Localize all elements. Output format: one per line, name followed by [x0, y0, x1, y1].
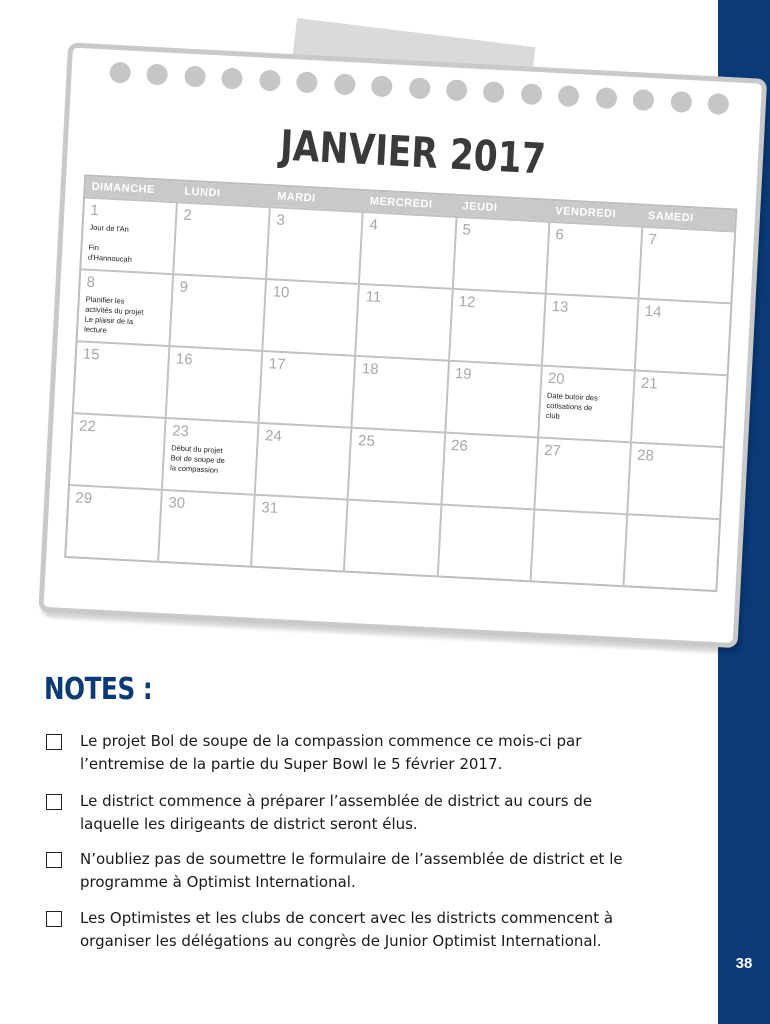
- binding-hole: [296, 71, 318, 93]
- day-event-note: [361, 381, 443, 385]
- day-event-note: [555, 247, 637, 251]
- day-event-note: Date butoir des cotisations de club: [545, 390, 599, 421]
- calendar-day-cell: [531, 508, 628, 585]
- day-number: 26: [450, 436, 469, 455]
- binding-hole: [371, 75, 393, 97]
- day-number: 5: [462, 221, 472, 239]
- day-event-note: [551, 319, 633, 323]
- calendar-page: [37, 42, 757, 677]
- calendar-day-cell: [446, 360, 543, 437]
- day-event-note: [648, 252, 730, 256]
- day-number: 15: [82, 345, 100, 364]
- weekday-label: MARDI: [276, 190, 316, 205]
- day-event-note: [462, 242, 544, 246]
- day-event-note: [183, 228, 265, 232]
- binding-hole: [670, 91, 692, 113]
- day-event-note: [268, 376, 350, 380]
- day-number: 30: [167, 494, 186, 513]
- day-event-note: [357, 453, 439, 457]
- weekday-label: MERCREDI: [369, 195, 433, 211]
- calendar-day-cell: [167, 345, 264, 422]
- calendar-day-cell: [163, 417, 260, 494]
- calendar-day-cell: [539, 365, 636, 442]
- day-event-note: [458, 314, 540, 318]
- calendar-day-cell: [632, 370, 727, 447]
- day-event-note: Jour de l'An Fin d'Hannoucah: [87, 222, 133, 265]
- calendar-day-cell: [442, 432, 539, 509]
- day-number: 14: [644, 302, 662, 321]
- calendar-title: JANVIER 2017: [278, 120, 547, 184]
- day-event-note: [644, 324, 726, 328]
- calendar-day-cell: [256, 422, 353, 499]
- note-text: Le projet Bol de soupe de la compassion commence ce mois-ci par l’entremise de la partie du Super Bowl le 5 février 2017.: [80, 732, 582, 773]
- calendar-day-cell: [438, 504, 535, 581]
- calendar-day-cell: [74, 340, 171, 417]
- weekday-label: DIMANCHE: [91, 180, 156, 197]
- day-event-note: [540, 535, 622, 539]
- day-number: 8: [86, 273, 96, 292]
- day-number: 31: [260, 499, 279, 517]
- calendar-day-cell: [264, 278, 361, 355]
- binding-hole: [109, 62, 131, 84]
- calendar-day-cell: [357, 283, 454, 360]
- day-event-note: [633, 540, 715, 544]
- weekday-label: LUNDI: [184, 185, 221, 200]
- day-number: 22: [78, 417, 97, 436]
- calendar-day-cell: [636, 298, 731, 375]
- page-number: 38: [735, 955, 753, 972]
- day-event-note: [637, 468, 719, 472]
- weekday-label: JEUDI: [462, 200, 498, 215]
- binding-hole: [446, 79, 468, 101]
- binding-hole: [147, 64, 169, 86]
- day-number: 19: [454, 365, 473, 383]
- day-number: 17: [268, 355, 287, 374]
- weekday-label: VENDREDI: [554, 205, 617, 221]
- note-text: Le district commence à préparer l’assemblée de district au cours de laquelle les dirigeants de district seront élus.: [80, 792, 593, 833]
- calendar-day-cell: [70, 412, 167, 489]
- checkbox[interactable]: [46, 734, 62, 750]
- calendar-day-cell: [353, 355, 450, 432]
- calendar-day-cell: [171, 273, 268, 350]
- calendar-day-cell: [260, 350, 357, 427]
- checkbox[interactable]: [46, 852, 62, 868]
- calendar-weeks: [66, 196, 734, 590]
- calendar-day-cell: [174, 201, 271, 278]
- day-number: 25: [357, 432, 376, 450]
- binding-hole: [633, 89, 655, 111]
- binding-hole: [558, 85, 580, 107]
- day-event-note: [179, 300, 261, 304]
- calendar-day-cell: [535, 437, 632, 514]
- calendar-day-cell: [66, 484, 163, 561]
- day-number: 24: [264, 427, 283, 446]
- note-text: N’oubliez pas de soumettre le formulaire de l’assemblée de district et le programme à Optimist International.: [80, 850, 623, 891]
- calendar-day-cell: [628, 441, 723, 518]
- day-event-note: Début du projet Bol de soupe de la compassion: [169, 443, 226, 476]
- binding-hole: [408, 77, 430, 99]
- calendar-day-cell: [81, 196, 178, 273]
- day-event-note: [75, 510, 157, 514]
- day-number: 4: [369, 216, 379, 234]
- day-number: 21: [640, 374, 659, 393]
- day-event-note: [369, 237, 451, 241]
- day-number: 23: [171, 422, 190, 441]
- day-event-note: [78, 438, 160, 442]
- day-number: 9: [179, 278, 189, 296]
- binding-hole: [483, 81, 505, 103]
- day-event-note: [447, 530, 529, 534]
- checkbox[interactable]: [46, 794, 62, 810]
- binding-hole: [259, 69, 281, 91]
- calendar-day-cell: [360, 211, 457, 288]
- calendar-day-cell: [546, 221, 643, 298]
- day-event-note: [175, 371, 257, 375]
- notes-title: NOTES :: [44, 672, 153, 707]
- day-event-note: [640, 396, 722, 400]
- checkbox[interactable]: [46, 911, 62, 927]
- day-event-note: Planifier les activités du projet Le plaisir de la lecture: [83, 294, 144, 336]
- calendar-day-cell: [78, 268, 175, 345]
- day-event-note: [82, 367, 164, 371]
- day-event-note: [264, 448, 346, 452]
- calendar-day-cell: [345, 499, 442, 576]
- day-event-note: [168, 515, 250, 519]
- binding-hole: [333, 73, 355, 95]
- calendar-day-cell: [639, 226, 734, 303]
- day-number: 3: [275, 211, 286, 229]
- day-number: 28: [636, 446, 655, 465]
- day-number: 6: [555, 226, 565, 244]
- day-number: 1: [89, 201, 100, 220]
- day-number: 20: [547, 369, 566, 388]
- day-number: 13: [551, 298, 569, 316]
- day-event-note: [272, 304, 354, 308]
- day-number: 29: [74, 489, 93, 508]
- calendar-day-cell: [450, 288, 547, 365]
- day-number: 16: [175, 350, 194, 369]
- binding-hole: [707, 93, 729, 115]
- calendar-day-cell: [453, 216, 550, 293]
- binding-hole: [520, 83, 542, 105]
- day-event-note: [354, 525, 436, 529]
- calendar-day-cell: [349, 427, 446, 504]
- calendar-day-cell: [252, 494, 349, 571]
- binding-hole: [595, 87, 617, 109]
- day-event-note: [261, 520, 343, 524]
- calendar-day-cell: [159, 489, 256, 566]
- day-number: 18: [361, 360, 380, 379]
- day-number: 7: [648, 231, 658, 249]
- day-number: 10: [272, 283, 290, 302]
- day-event-note: [544, 463, 626, 467]
- weekday-label: SAMEDI: [647, 209, 695, 225]
- calendar-paper: [38, 42, 767, 648]
- day-event-note: [365, 309, 447, 313]
- note-text: Les Optimistes et les clubs de concert avec les districts commencent à organiser les délégations au congrès de Junior Optimist International.: [80, 909, 614, 950]
- day-number: 11: [365, 288, 382, 307]
- day-event-note: [454, 386, 536, 390]
- binding-hole: [184, 66, 206, 88]
- binding-hole: [221, 67, 243, 89]
- day-number: 2: [182, 206, 193, 225]
- calendar-grid: [64, 174, 737, 592]
- day-number: 12: [458, 293, 476, 312]
- binding-holes: [109, 62, 730, 120]
- day-number: 27: [543, 441, 562, 460]
- calendar-day-cell: [624, 513, 719, 590]
- calendar-day-cell: [543, 293, 640, 370]
- calendar-day-cell: [267, 206, 364, 283]
- day-event-note: [276, 232, 358, 236]
- day-event-note: [451, 458, 533, 462]
